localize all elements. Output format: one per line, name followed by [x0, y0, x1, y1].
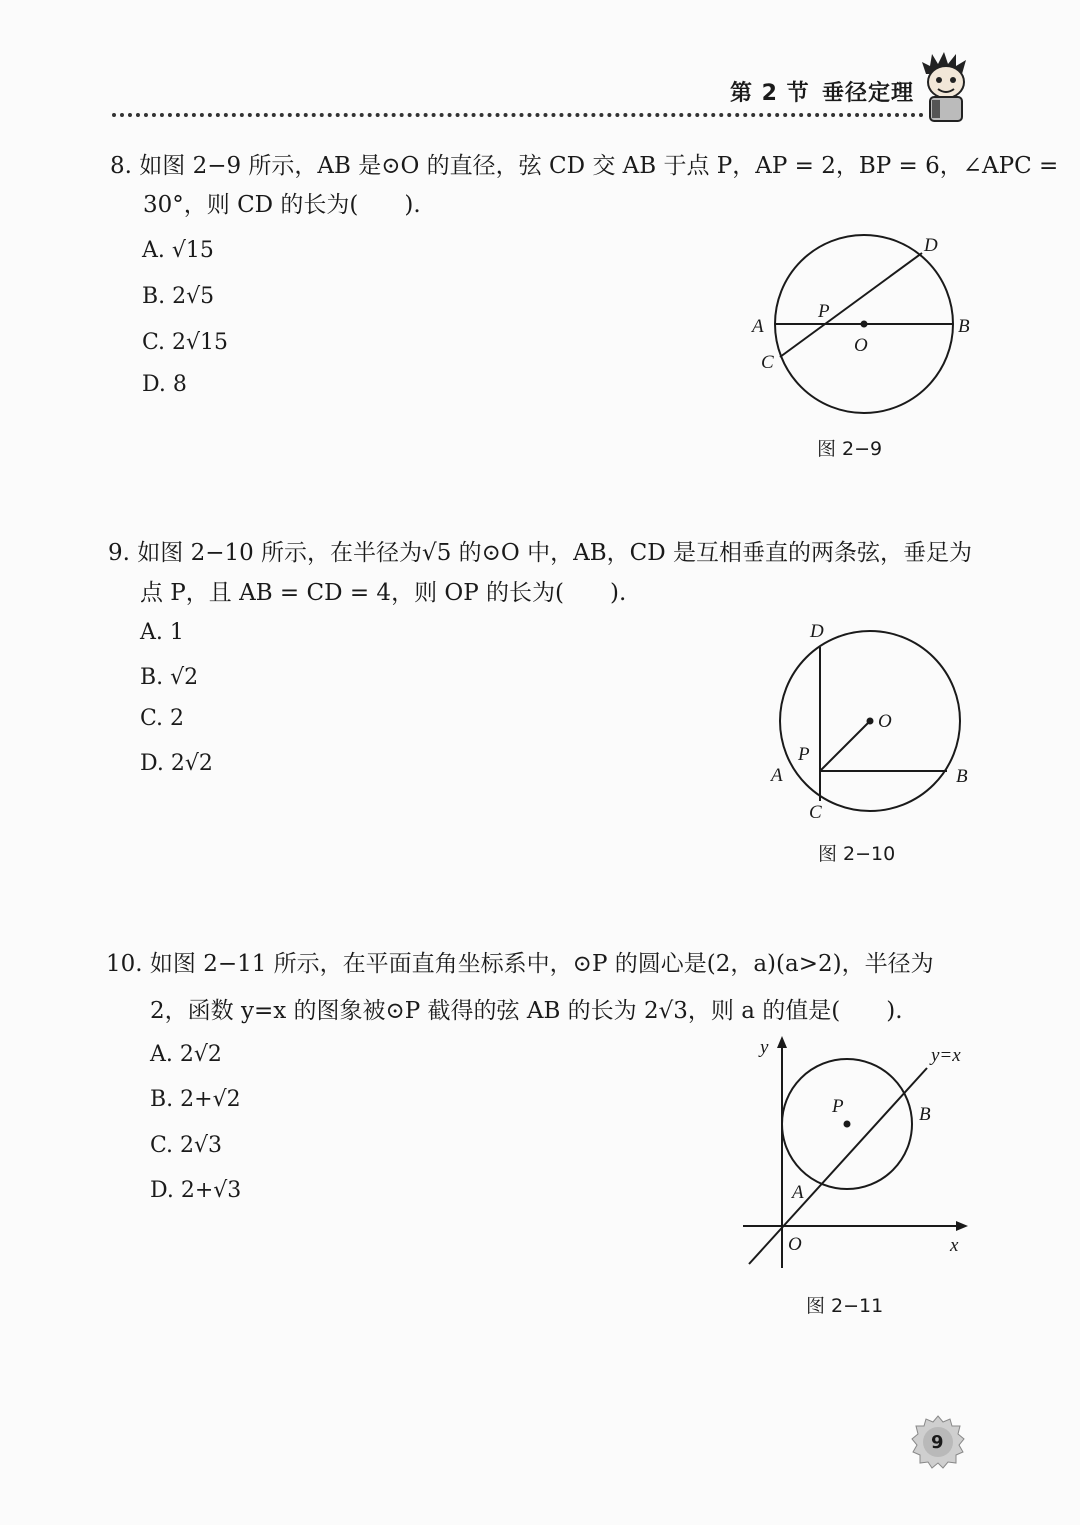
label-c: C: [809, 802, 822, 823]
label-o: O: [878, 711, 892, 732]
label-a: A: [752, 316, 764, 337]
figure-2-11-caption: 图 2−11: [806, 1295, 884, 1317]
label-y: y: [760, 1037, 769, 1058]
section-title: 垂径定理: [822, 81, 915, 106]
question-9-option-b: B. √2: [140, 665, 199, 690]
page-number: 9: [931, 1432, 944, 1453]
chord-cd: [780, 253, 922, 357]
header-divider: [112, 113, 924, 117]
label-line: y=x: [931, 1045, 961, 1066]
question-10-option-b: B. 2+√2: [150, 1087, 241, 1112]
cartoon-boy-mascot: [918, 50, 974, 126]
question-9-option-c: C. 2: [140, 706, 185, 731]
figure-2-11: [735, 1030, 980, 1280]
label-a: A: [771, 765, 783, 786]
question-9-line-2: 点 P，且 AB = CD = 4，则 OP 的长为( ).: [140, 580, 627, 606]
segment-op: [820, 721, 870, 771]
label-x: x: [950, 1235, 959, 1256]
figure-2-9-caption: 图 2−9: [817, 438, 883, 460]
question-8-option-b: B. 2√5: [142, 284, 215, 309]
question-10-option-a: A. 2√2: [150, 1042, 222, 1067]
label-b: B: [919, 1104, 931, 1125]
section-number: 第 2 节: [730, 81, 810, 106]
label-c: C: [761, 352, 774, 373]
x-axis-arrow: [956, 1221, 968, 1231]
label-p: P: [832, 1096, 844, 1117]
question-9-option-a: A. 1: [140, 620, 184, 645]
question-8-option-a: A. √15: [142, 238, 214, 263]
center-dot: [861, 321, 868, 328]
question-10-option-d: D. 2+√3: [150, 1178, 242, 1203]
question-9-line-1: 9. 如图 2−10 所示，在半径为√5 的⊙O 中，AB，CD 是互相垂直的两条弦，垂足为: [108, 540, 972, 566]
question-8-option-c: C. 2√15: [142, 330, 229, 355]
question-8-option-d: D. 8: [142, 372, 187, 397]
question-10-line-2: 2，函数 y=x 的图象被⊙P 截得的弦 AB 的长为 2√3，则 a 的值是( ).: [150, 998, 903, 1024]
question-8-line-1: 8. 如图 2−9 所示，AB 是⊙O 的直径，弦 CD 交 AB 于点 P，AP = 2，BP = 6，∠APC =: [110, 153, 1059, 179]
question-10-line-1: 10. 如图 2−11 所示，在平面直角坐标系中，⊙P 的圆心是(2，a)(a>2)，半径为: [106, 951, 934, 977]
question-9-option-d: D. 2√2: [140, 751, 213, 776]
center-dot: [844, 1121, 851, 1128]
label-p: P: [798, 744, 810, 765]
question-10-option-c: C. 2√3: [150, 1133, 223, 1158]
label-o: O: [854, 335, 868, 356]
figure-2-10: [760, 615, 980, 830]
figure-2-10-caption: 图 2−10: [818, 843, 896, 865]
label-b: B: [958, 316, 970, 337]
label-b: B: [956, 766, 968, 787]
question-8-line-2: 30°，则 CD 的长为( ).: [143, 192, 421, 218]
label-p: P: [818, 301, 830, 322]
y-axis-arrow: [777, 1036, 787, 1048]
label-a: A: [792, 1182, 804, 1203]
center-dot: [867, 718, 874, 725]
figure-2-9: [740, 225, 980, 425]
label-d: D: [924, 235, 938, 256]
label-d: D: [810, 621, 824, 642]
label-o: O: [788, 1234, 802, 1255]
